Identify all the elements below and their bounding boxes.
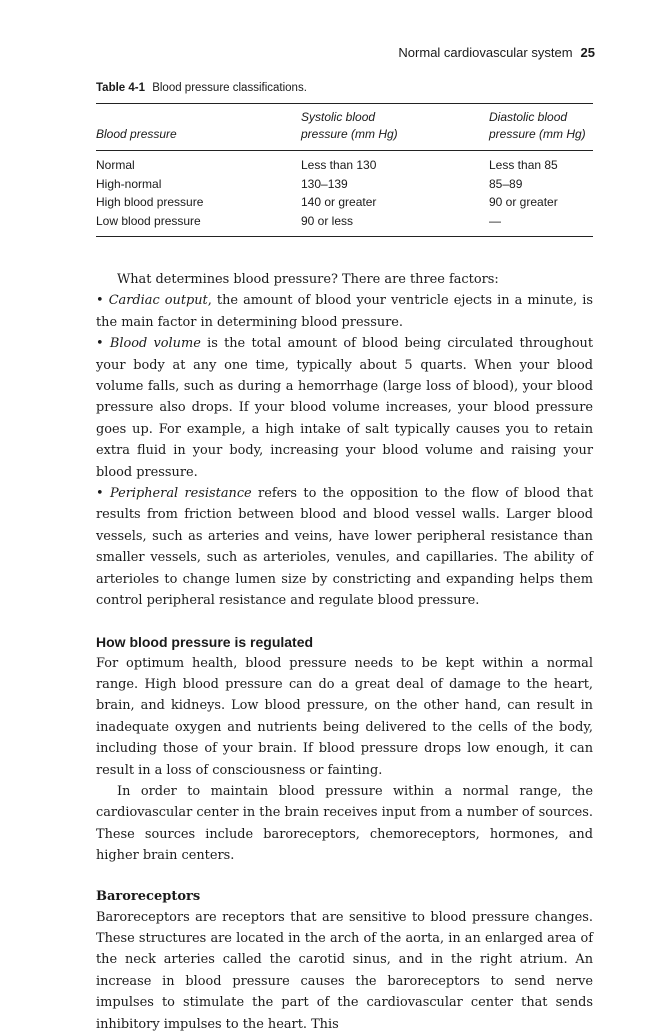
subsection-paragraph: Baroreceptors are receptors that are sensitive to blood pressure changes. These structures are located in the arch of the aorta, in an enlarged area of the neck arteries called the carotid sinus, and in the right atrium. An increase in blood pressure causes the baroreceptors to send nerve impulses to stimulate the part of the cardiovascular center that sends inhibitory impulses to the heart. This xyxy=(96,909,593,1032)
subsection-heading: Baroreceptors xyxy=(96,888,201,904)
table-row xyxy=(96,193,593,212)
header-blood-pressure: Blood pressure xyxy=(96,127,177,141)
bullet-term: Blood volume xyxy=(109,336,201,352)
systolic-cell: 130–139 xyxy=(301,176,348,191)
header-diastolic: Diastolic blood pressure (mm Hg) xyxy=(489,110,586,141)
bullet-cardiac-output: • Cardiac output, the amount of blood your ventricle ejects in a minute, is the main factor in determining blood pressure. xyxy=(96,293,594,330)
bullet-text: is the total amount of blood being circulated throughout your body at any one time, typically about 5 quarts. When your blood volume falls, such as during a hemorrhage (large loss of blood), your blood pressure also drops. If your blood volume increases, your blood pressure goes up. For example, a high intake of salt typically causes you to retain extra fluid in your body, increasing your blood volume and raising your blood pressure. xyxy=(96,336,594,480)
systolic-cell: Less than 130 xyxy=(301,158,377,172)
table-row xyxy=(96,212,593,237)
diastolic-cell: 85–89 xyxy=(489,176,523,191)
diastolic-cell: 90 or greater xyxy=(489,195,558,209)
systolic-cell: 90 or less xyxy=(301,213,354,228)
intro-paragraph: What determines blood pressure? There are three factors: xyxy=(117,272,499,287)
bullet-text: , the amount of blood your ventricle ejects in a minute, is the main factor in determining blood pressure. xyxy=(96,293,594,330)
bullet-blood-volume: • Blood volume is the total amount of blood being circulated throughout your body at any one time, typically about 5 quarts. When your blood volume falls, such as during a hemorrhage (large loss of blood), your blood pressure also drops. If your blood volume increases, your blood pressure goes up. For example, a high intake of salt typically causes you to retain extra fluid in your body, increasing your blood volume and raising your blood pressure. xyxy=(96,336,594,480)
systolic-cell: 140 or greater xyxy=(301,195,377,209)
running-title: Normal cardiovascular system xyxy=(398,45,573,60)
table-row xyxy=(96,151,593,175)
bullet-term: Peripheral resistance xyxy=(109,486,252,502)
table-caption xyxy=(96,82,307,94)
section-heading: How blood pressure is regulated xyxy=(96,633,314,650)
header-systolic: Systolic blood pressure (mm Hg) xyxy=(301,110,398,141)
table-header-row xyxy=(96,104,593,150)
row-label: Normal xyxy=(96,158,135,172)
page-number: 25 xyxy=(580,45,595,60)
table-label: Table 4-1 xyxy=(96,82,145,94)
section-paragraph-1: For optimum health, blood pressure needs to be kept within a normal range. High blood pressure can do a great deal of damage to the heart, brain, and kidneys. Low blood pressure, on the other hand, can result in inadequate oxygen and nutrients being delivered to the cells of the body, including those of your brain. If blood pressure drops low enough, it can result in a loss of consciousness or fainting. xyxy=(96,655,593,778)
bullet-peripheral-resistance: • Peripheral resistance refers to the opposition to the flow of blood that results from friction between blood and blood vessel walls. Larger blood vessels, such as arteries and veins, have lower peripheral resistance than smaller vessels, such as arterioles, venules, and capillaries. The ability of arterioles to change lumen size by constricting and expanding helps them control peripheral resistance and regulate blood pressure. xyxy=(96,486,594,609)
bp-classification-table xyxy=(96,103,593,237)
row-label: Low blood pressure xyxy=(96,213,201,228)
section-paragraph-2: In order to maintain blood pressure within a normal range, the cardiovascular center in the brain receives input from a number of sources. These sources include baroreceptors, chemoreceptors, hormones, and higher brain centers. xyxy=(96,783,593,864)
bullet-text: refers to the opposition to the flow of blood that results from friction between blood and blood vessel walls. Larger blood vessels, such as arteries and veins, have lower peripheral resistance than smaller vessels, such as arterioles, venules, and capillaries. The ability of arterioles to change lumen size by constricting and expanding helps them control peripheral resistance and regulate blood pressure. xyxy=(96,486,594,609)
diastolic-cell: Less than 85 xyxy=(489,158,558,172)
table-caption-text: Blood pressure classifications. xyxy=(152,82,307,94)
table-row xyxy=(96,175,593,194)
body-text xyxy=(96,269,593,1035)
table-bottom-rule xyxy=(96,236,593,237)
diastolic-cell: — xyxy=(489,213,501,228)
row-label: High blood pressure xyxy=(96,195,204,209)
bullet-term: Cardiac output xyxy=(108,293,208,309)
running-head xyxy=(398,45,595,60)
row-label: High-normal xyxy=(96,176,162,191)
